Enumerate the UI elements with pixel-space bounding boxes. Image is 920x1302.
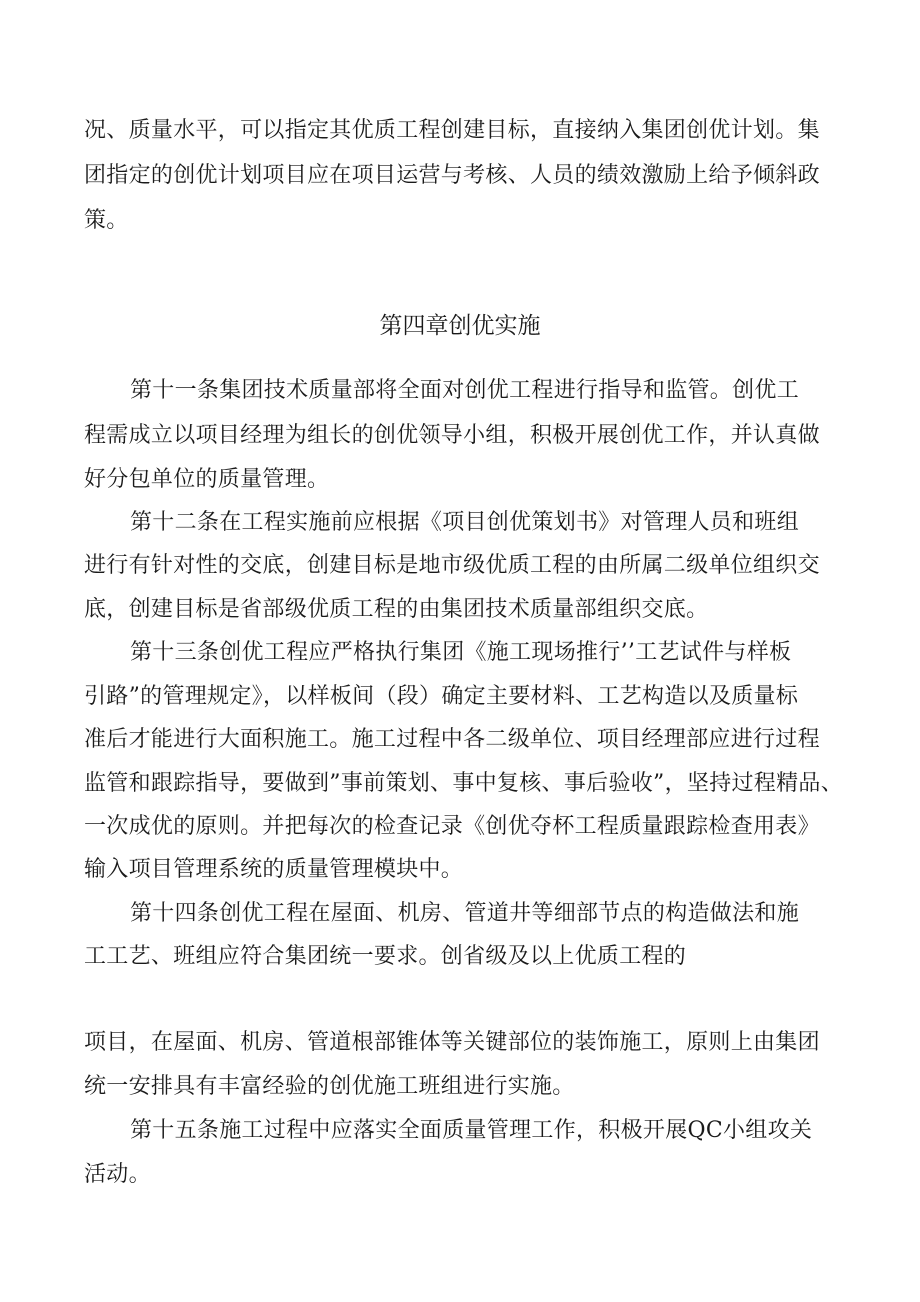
article-14-line-2: 工工艺、班组应符合集团统一要求。创省级及以上优质工程的 bbox=[84, 944, 687, 969]
article-14-line-1: 第十四条创优工程在屋面、机房、管道井等细部节点的构造做法和施 bbox=[130, 901, 800, 926]
article-13-line-2: 引路”的管理规定》，以样板间（段）确定主要材料、工艺构造以及质量标 bbox=[84, 684, 799, 709]
article-13-line-4: 监管和跟踪指导，要做到”事前策划、事中复核、事后验收”，坚持过程精品、 bbox=[84, 771, 843, 796]
article-12-line-2: 进行有针对性的交底，创建目标是地市级优质工程的由所属二级单位组织交 bbox=[84, 553, 820, 578]
intro-line-3: 策。 bbox=[84, 208, 129, 233]
article-11-line-3: 好分包单位的质量管理。 bbox=[84, 467, 330, 492]
article-12-line-1: 第十二条在工程实施前应根据《项目创优策划书》对管理人员和班组 bbox=[130, 510, 800, 535]
article-11-line-1: 第十一条集团技术质量部将全面对创优工程进行指导和监管。创优工 bbox=[130, 378, 800, 403]
article-11-line-2: 程需成立以项目经理为组长的创优领导小组，积极开展创优工作，并认真做 bbox=[84, 423, 820, 448]
article-15-line-1: 第十五条施工过程中应落实全面质量管理工作，积极开展QC小组攻关 bbox=[130, 1118, 813, 1143]
article-13-line-5: 一次成优的原则。并把每次的检查记录《创优夺杯工程质量跟踪检查用表》 bbox=[84, 814, 820, 839]
chapter-title: 第四章创优实施 bbox=[379, 313, 541, 339]
article-13-line-3: 准后才能进行大面积施工。施工过程中各二级单位、项目经理部应进行过程 bbox=[84, 727, 820, 752]
article-12-line-3: 底，创建目标是省部级优质工程的由集团技术质量部组织交底。 bbox=[84, 597, 709, 622]
intro-line-1: 况、质量水平，可以指定其优质工程创建目标，直接纳入集团创优计划。集 bbox=[84, 118, 820, 143]
article-15-line-2: 活动。 bbox=[84, 1162, 151, 1187]
article-13-line-1: 第十三条创优工程应严格执行集团《施工现场推行’’工艺试件与样板 bbox=[130, 640, 792, 665]
continued-line-1: 项目，在屋面、机房、管道根部锥体等关键部位的装饰施工，原则上由集团 bbox=[84, 1030, 820, 1055]
article-13-line-6: 输入项目管理系统的质量管理模块中。 bbox=[84, 857, 464, 882]
intro-line-2: 团指定的创优计划项目应在项目运营与考核、人员的绩效激励上给予倾斜政 bbox=[84, 163, 820, 188]
continued-line-2: 统一安排具有丰富经验的创优施工班组进行实施。 bbox=[84, 1074, 575, 1099]
